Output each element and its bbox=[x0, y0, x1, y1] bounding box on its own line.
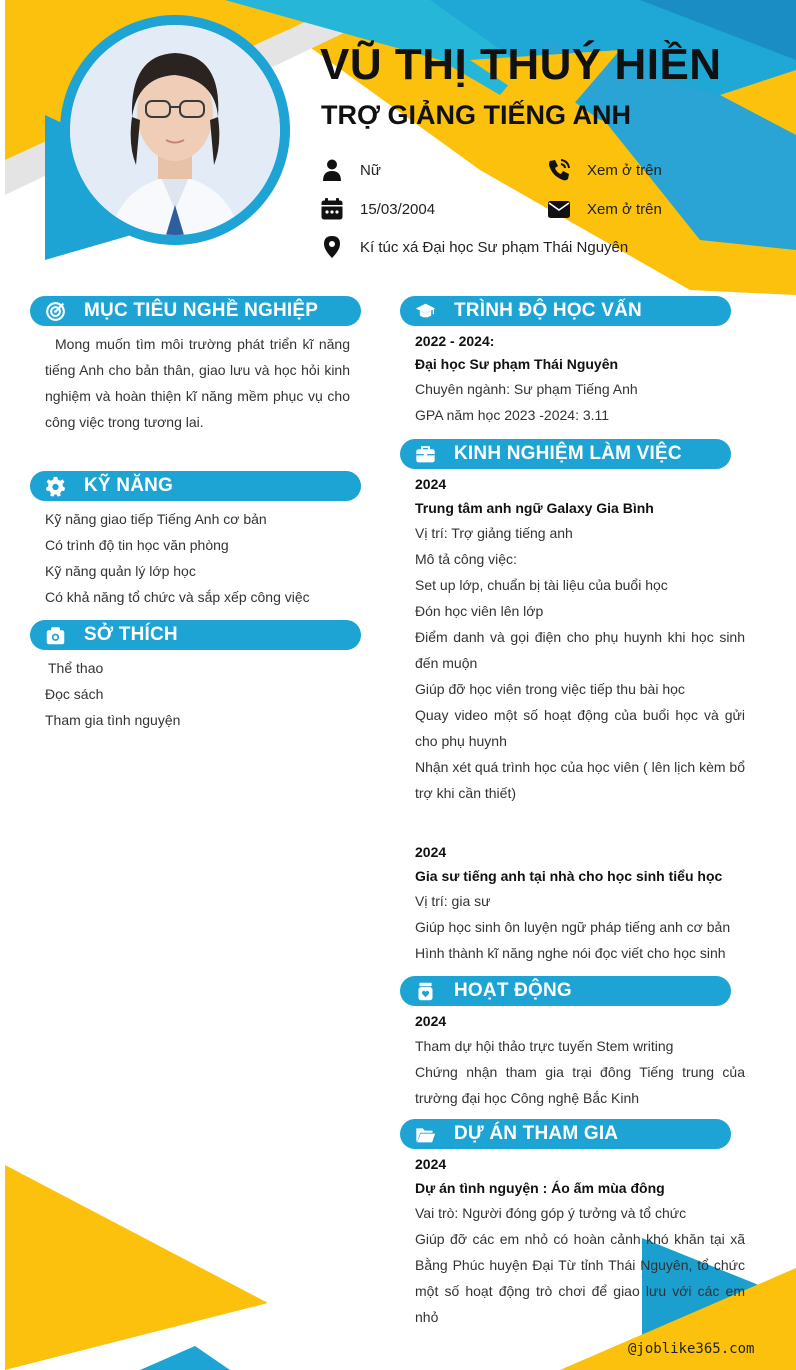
email-value: Xem ở trên bbox=[587, 200, 662, 218]
avatar bbox=[60, 15, 290, 245]
hobby-item: Thể thao bbox=[48, 660, 104, 676]
hobbies-list bbox=[45, 655, 355, 733]
email-info bbox=[547, 197, 662, 221]
section-activities-header bbox=[400, 976, 731, 1006]
job-desc-line: Set up lớp, chuẩn bị tài liệu của buổi học bbox=[415, 577, 668, 593]
gender-info bbox=[320, 158, 381, 182]
skill-item: Kỹ năng quản lý lớp học bbox=[45, 563, 196, 579]
project-year: 2024 bbox=[415, 1156, 447, 1172]
education-major: Chuyên ngành: Sư phạm Tiếng Anh bbox=[415, 381, 638, 397]
camera-icon bbox=[44, 624, 66, 646]
job-desc-line: Đón học viên lên lớp bbox=[415, 603, 544, 619]
section-objective-header bbox=[30, 296, 361, 326]
address-value: Kí túc xá Đại học Sư phạm Thái Nguyên bbox=[360, 238, 629, 256]
section-projects-header bbox=[400, 1119, 731, 1149]
briefcase-icon bbox=[414, 443, 436, 465]
section-title: KINH NGHIỆM LÀM VIỆC bbox=[454, 443, 682, 464]
map-pin-icon bbox=[320, 235, 344, 259]
hobby-item: Tham gia tình nguyện bbox=[45, 712, 181, 728]
job-desc-line: Giúp đỡ học viên trong việc tiếp thu bài học bbox=[415, 681, 685, 697]
job-desc-label: Mô tả công việc: bbox=[415, 551, 517, 567]
experience-job-1 bbox=[415, 472, 745, 806]
project-desc: Giúp đỡ các em nhỏ có hoàn cảnh khó khăn tại xã Bằng Phúc huyện Đại Từ tỉnh Thái Nguyên, tổ chức một số hoạt động trò chơi để giao lưu với các em nhỏ bbox=[415, 1231, 745, 1325]
hobby-item: Đọc sách bbox=[45, 686, 104, 702]
address-info bbox=[320, 235, 628, 259]
job-desc-line: Nhận xét quá trình học của học viên ( lên lịch kèm bổ trợ khi cần thiết) bbox=[415, 759, 745, 801]
job-year: 2024 bbox=[415, 844, 447, 860]
job-company: Trung tâm anh ngữ Galaxy Gia Bình bbox=[415, 500, 654, 516]
education-period: 2022 - 2024: bbox=[415, 333, 495, 349]
birthdate-info bbox=[320, 197, 435, 221]
watermark: @joblike365.com bbox=[628, 1341, 755, 1357]
section-education-header bbox=[400, 296, 731, 326]
envelope-icon bbox=[547, 197, 571, 221]
job-company: Gia sư tiếng anh tại nhà cho học sinh tiểu học bbox=[415, 868, 723, 884]
folder-icon bbox=[414, 1123, 436, 1145]
skills-list bbox=[45, 506, 355, 610]
project-name: Dự án tình nguyện : Áo ấm mùa đông bbox=[415, 1180, 665, 1196]
objective-text: Mong muốn tìm môi trường phát triển kĩ năng tiếng Anh cho bản thân, giao lưu và học hỏi kinh nghiệm và hoàn thiện kĩ năng mềm phục vụ cho công việc trong tương lai. bbox=[45, 336, 350, 430]
gender-value: Nữ bbox=[360, 161, 381, 179]
activity-line: Tham dự hội thảo trực tuyến Stem writing bbox=[415, 1038, 674, 1054]
graduation-cap-icon bbox=[414, 300, 436, 322]
section-title: KỸ NĂNG bbox=[84, 475, 174, 496]
medal-icon bbox=[414, 980, 436, 1002]
section-title: TRÌNH ĐỘ HỌC VẤN bbox=[454, 300, 642, 321]
phone-value: Xem ở trên bbox=[587, 161, 662, 179]
birthdate-value: 15/03/2004 bbox=[360, 200, 436, 218]
gear-icon bbox=[44, 475, 66, 497]
job-desc-line: Quay video một số hoạt động của buổi học và gửi cho phụ huynh bbox=[415, 707, 745, 749]
section-experience-header bbox=[400, 439, 731, 469]
projects-block bbox=[415, 1152, 745, 1330]
experience-job-2 bbox=[415, 840, 745, 966]
job-desc-line: Giúp học sinh ôn luyện ngữ pháp tiếng anh cơ bản bbox=[415, 919, 731, 935]
section-skills-header bbox=[30, 471, 361, 501]
section-title: DỰ ÁN THAM GIA bbox=[454, 1123, 619, 1144]
section-title: SỞ THÍCH bbox=[84, 624, 178, 645]
education-school: Đại học Sư phạm Thái Nguyên bbox=[415, 356, 619, 372]
job-desc-line: Hình thành kĩ năng nghe nói đọc viết cho học sinh bbox=[415, 945, 726, 961]
project-role: Vai trò: Người đóng góp ý tưởng và tổ chức bbox=[415, 1205, 687, 1221]
phone-icon bbox=[547, 158, 571, 182]
skill-item: Có trình độ tin học văn phòng bbox=[45, 537, 229, 553]
job-position: Vị trí: Trợ giảng tiếng anh bbox=[415, 525, 573, 541]
person-icon bbox=[320, 158, 344, 182]
activity-line: Chứng nhận tham gia trại đông Tiếng trung của trường đại học Công nghệ Bắc Kinh bbox=[415, 1064, 745, 1106]
education-block bbox=[415, 329, 745, 428]
education-gpa: GPA năm học 2023 -2024: 3.11 bbox=[415, 407, 610, 423]
section-title: HOẠT ĐỘNG bbox=[454, 980, 572, 1001]
activities-block bbox=[415, 1009, 745, 1111]
job-position: Vị trí: gia sư bbox=[415, 893, 491, 909]
calendar-icon bbox=[320, 197, 344, 221]
job-desc-line: Điểm danh và gọi điện cho phụ huynh khi học sinh đến muộn bbox=[415, 629, 745, 671]
job-title: TRỢ GIẢNG TIẾNG ANH bbox=[321, 100, 632, 130]
activity-year: 2024 bbox=[415, 1013, 447, 1029]
skill-item: Có khả năng tổ chức và sắp xếp công việc bbox=[45, 589, 310, 605]
skill-item: Kỹ năng giao tiếp Tiếng Anh cơ bản bbox=[45, 511, 267, 527]
candidate-name: VŨ THỊ THUÝ HIỀN bbox=[320, 40, 722, 89]
section-title: MỤC TIÊU NGHỀ NGHIỆP bbox=[84, 300, 319, 321]
phone-info bbox=[547, 158, 662, 182]
job-year: 2024 bbox=[415, 476, 447, 492]
avatar-photo bbox=[70, 25, 280, 235]
section-hobbies-header bbox=[30, 620, 361, 650]
target-icon bbox=[44, 300, 66, 322]
